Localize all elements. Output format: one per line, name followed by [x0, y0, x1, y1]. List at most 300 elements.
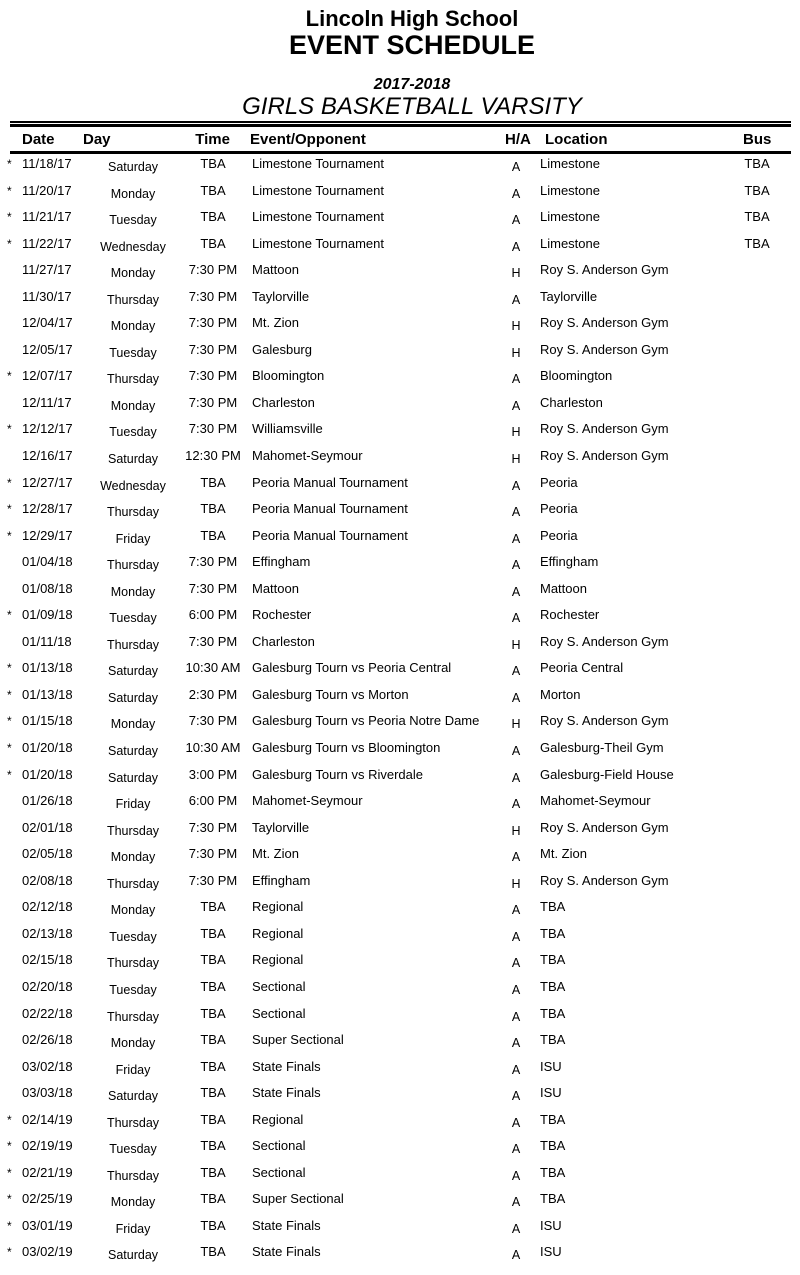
- cell-day: Thursday: [106, 637, 160, 652]
- cell-event: Regional: [252, 952, 304, 968]
- cell-date: 01/20/18: [22, 766, 73, 782]
- away-game-asterisk: [0, 1032, 22, 1057]
- column-header-location: Location: [545, 131, 608, 148]
- cell-location: TBA: [540, 1164, 566, 1180]
- cell-day: Wednesday: [100, 478, 166, 493]
- cell-event: Mahomet-Seymour: [252, 448, 363, 464]
- cell-bus: [715, 501, 799, 526]
- cell-location: Limestone: [540, 182, 600, 198]
- cell-event: Galesburg: [252, 341, 312, 357]
- cell-time: TBA: [200, 527, 226, 543]
- cell-day: Thursday: [106, 823, 160, 838]
- cell-location: ISU: [540, 1244, 562, 1260]
- cell-bus: [715, 926, 799, 951]
- cell-event: Limestone Tournament: [252, 235, 385, 251]
- cell-day: Saturday: [107, 1248, 159, 1263]
- away-game-asterisk: *: [7, 1218, 12, 1233]
- cell-date: 12/04/17: [22, 315, 73, 331]
- away-game-asterisk: *: [7, 528, 12, 543]
- cell-home-away: H: [511, 425, 521, 440]
- cell-home-away: A: [511, 1142, 521, 1157]
- column-header-event: Event/Opponent: [250, 131, 366, 148]
- cell-time: 7:30 PM: [188, 819, 238, 835]
- cell-home-away: A: [511, 478, 521, 493]
- cell-location: Limestone: [540, 209, 600, 225]
- cell-location: Roy S. Anderson Gym: [540, 872, 669, 888]
- cell-date: 02/21/19: [22, 1164, 73, 1180]
- cell-location: Roy S. Anderson Gym: [540, 819, 669, 835]
- away-game-asterisk: [0, 342, 22, 367]
- away-game-asterisk: *: [7, 1112, 12, 1127]
- cell-date: 02/13/18: [22, 925, 73, 941]
- cell-date: 12/16/17: [22, 448, 73, 464]
- table-row: [0, 154, 800, 181]
- cell-home-away: A: [511, 1089, 521, 1104]
- table-row: [0, 950, 800, 977]
- cell-day: Friday: [115, 1062, 151, 1077]
- table-row: [0, 340, 800, 367]
- cell-location: Peoria: [540, 527, 578, 543]
- cell-home-away: A: [511, 1221, 521, 1236]
- school-name: Lincoln High School: [305, 6, 519, 31]
- cell-event: Galesburg Tourn vs Peoria Notre Dame: [252, 713, 480, 729]
- cell-bus: [715, 767, 799, 792]
- cell-bus: [715, 1218, 799, 1243]
- cell-bus: [715, 1138, 799, 1163]
- table-header-row: [0, 127, 800, 151]
- cell-home-away: A: [511, 1036, 521, 1051]
- table-row: [0, 977, 800, 1004]
- cell-day: Tuesday: [109, 345, 157, 360]
- cell-day: Wednesday: [100, 239, 166, 254]
- table-row: [0, 1004, 800, 1031]
- cell-time: 7:30 PM: [188, 554, 238, 570]
- table-row: [0, 791, 800, 818]
- column-header-bus: Bus: [743, 131, 772, 148]
- cell-bus: TBA: [744, 182, 770, 198]
- away-game-asterisk: *: [7, 1165, 12, 1180]
- cell-time: TBA: [200, 1191, 226, 1207]
- cell-location: TBA: [540, 1005, 566, 1021]
- cell-home-away: H: [511, 637, 521, 652]
- cell-location: TBA: [540, 952, 566, 968]
- away-game-asterisk: [0, 581, 22, 606]
- cell-time: 6:00 PM: [188, 607, 238, 623]
- away-game-asterisk: *: [7, 183, 12, 198]
- cell-time: 7:30 PM: [188, 262, 238, 278]
- cell-day: Tuesday: [109, 611, 157, 626]
- cell-time: TBA: [200, 182, 226, 198]
- cell-location: TBA: [540, 1191, 566, 1207]
- cell-date: 01/13/18: [22, 660, 73, 676]
- table-row: [0, 844, 800, 871]
- away-game-asterisk: [0, 554, 22, 579]
- cell-time: 7:30 PM: [188, 580, 238, 596]
- cell-location: Roy S. Anderson Gym: [540, 421, 669, 437]
- cell-event: Super Sectional: [252, 1191, 344, 1207]
- cell-time: TBA: [200, 235, 226, 251]
- away-game-asterisk: [0, 315, 22, 340]
- cell-day: Thursday: [106, 372, 160, 387]
- cell-date: 02/26/18: [22, 1032, 73, 1048]
- cell-home-away: A: [511, 770, 521, 785]
- cell-date: 01/15/18: [22, 713, 73, 729]
- cell-date: 02/15/18: [22, 952, 73, 968]
- cell-time: TBA: [200, 501, 226, 517]
- cell-day: Monday: [110, 186, 156, 201]
- cell-date: 01/09/18: [22, 607, 73, 623]
- cell-time: TBA: [200, 978, 226, 994]
- cell-day: Friday: [115, 797, 151, 812]
- cell-day: Thursday: [106, 876, 160, 891]
- cell-event: Mt. Zion: [252, 315, 299, 331]
- cell-date: 12/27/17: [22, 474, 73, 490]
- cell-date: 03/02/19: [22, 1244, 73, 1260]
- cell-date: 03/03/18: [22, 1085, 73, 1101]
- table-row: [0, 1110, 800, 1137]
- cell-home-away: A: [511, 1195, 521, 1210]
- table-row: [0, 871, 800, 898]
- cell-bus: [715, 1191, 799, 1216]
- cell-home-away: A: [511, 956, 521, 971]
- cell-bus: [715, 820, 799, 845]
- cell-event: Regional: [252, 925, 304, 941]
- cell-day: Thursday: [106, 558, 160, 573]
- table-row: [0, 313, 800, 340]
- cell-bus: [715, 315, 799, 340]
- cell-home-away: A: [511, 213, 521, 228]
- cell-location: Mahomet-Seymour: [540, 793, 651, 809]
- cell-home-away: A: [511, 584, 521, 599]
- cell-day: Monday: [110, 584, 156, 599]
- cell-day: Thursday: [106, 1168, 160, 1183]
- cell-home-away: A: [511, 1168, 521, 1183]
- cell-home-away: A: [511, 239, 521, 254]
- cell-date: 02/12/18: [22, 899, 73, 915]
- cell-home-away: A: [511, 160, 521, 174]
- cell-date: 12/05/17: [22, 341, 73, 357]
- cell-bus: [715, 873, 799, 898]
- away-game-asterisk: *: [7, 687, 12, 702]
- cell-time: 7:30 PM: [188, 368, 238, 384]
- cell-time: TBA: [200, 1085, 226, 1101]
- cell-event: Galesburg Tourn vs Peoria Central: [252, 660, 452, 676]
- table-row: [0, 234, 800, 261]
- cell-day: Monday: [110, 717, 156, 732]
- cell-home-away: A: [511, 531, 521, 546]
- cell-event: State Finals: [252, 1217, 321, 1233]
- cell-time: 7:30 PM: [188, 872, 238, 888]
- cell-bus: [715, 1165, 799, 1190]
- cell-event: Rochester: [252, 607, 312, 623]
- cell-day: Thursday: [106, 956, 160, 971]
- cell-date: 11/21/17: [22, 209, 72, 225]
- cell-bus: [715, 395, 799, 420]
- cell-location: TBA: [540, 1111, 566, 1127]
- cell-bus: [715, 1006, 799, 1031]
- cell-bus: [715, 1085, 799, 1110]
- cell-location: Roy S. Anderson Gym: [540, 713, 669, 729]
- cell-event: Mahomet-Seymour: [252, 793, 363, 809]
- cell-event: Galesburg Tourn vs Morton: [252, 686, 409, 702]
- cell-time: TBA: [200, 1111, 226, 1127]
- cell-bus: [715, 1112, 799, 1137]
- cell-event: Williamsville: [252, 421, 323, 437]
- cell-event: Effingham: [252, 872, 311, 888]
- table-row: [0, 897, 800, 924]
- cell-event: Taylorville: [252, 288, 310, 304]
- cell-day: Tuesday: [109, 425, 157, 440]
- cell-bus: [715, 448, 799, 473]
- table-row: [0, 1136, 800, 1163]
- table-row: [0, 924, 800, 951]
- cell-location: TBA: [540, 978, 566, 994]
- cell-bus: [715, 1244, 799, 1269]
- cell-event: State Finals: [252, 1058, 321, 1074]
- document-title: EVENT SCHEDULE: [288, 30, 536, 60]
- cell-time: TBA: [200, 209, 226, 225]
- cell-bus: [715, 368, 799, 393]
- cell-event: Regional: [252, 1111, 304, 1127]
- cell-date: 03/02/18: [22, 1058, 73, 1074]
- cell-day: Monday: [110, 903, 156, 918]
- cell-location: ISU: [540, 1085, 562, 1101]
- cell-bus: [715, 581, 799, 606]
- cell-date: 02/01/18: [22, 819, 73, 835]
- cell-home-away: A: [511, 1062, 521, 1077]
- cell-location: Mattoon: [540, 580, 587, 596]
- cell-day: Thursday: [106, 1115, 160, 1130]
- away-game-asterisk: *: [7, 236, 12, 251]
- cell-bus: [715, 607, 799, 632]
- cell-bus: TBA: [744, 209, 770, 225]
- cell-time: 7:30 PM: [188, 394, 238, 410]
- cell-time: 6:00 PM: [188, 793, 238, 809]
- cell-location: TBA: [540, 1138, 566, 1154]
- table-row: [0, 207, 800, 234]
- schedule-table: [0, 121, 800, 1269]
- cell-location: Galesburg-Field House: [540, 766, 674, 782]
- cell-bus: [715, 793, 799, 818]
- cell-home-away: A: [511, 186, 521, 201]
- away-game-asterisk: *: [7, 741, 12, 756]
- away-game-asterisk: [0, 979, 22, 1004]
- cell-date: 02/25/19: [22, 1191, 73, 1207]
- cell-location: Roy S. Anderson Gym: [540, 341, 669, 357]
- cell-day: Tuesday: [109, 213, 157, 228]
- cell-date: 01/08/18: [22, 580, 73, 596]
- cell-event: Taylorville: [252, 819, 310, 835]
- cell-location: Mt. Zion: [540, 846, 587, 862]
- cell-time: 7:30 PM: [188, 633, 238, 649]
- cell-bus: TBA: [744, 156, 770, 171]
- away-game-asterisk: *: [7, 475, 12, 490]
- cell-time: TBA: [200, 1244, 226, 1260]
- table-row: [0, 1242, 800, 1269]
- table-row: [0, 552, 800, 579]
- cell-event: Regional: [252, 899, 304, 915]
- cell-day: Saturday: [107, 690, 159, 705]
- cell-bus: [715, 634, 799, 659]
- cell-time: TBA: [200, 1217, 226, 1233]
- away-game-asterisk: [0, 926, 22, 951]
- cell-day: Saturday: [107, 160, 159, 174]
- away-game-asterisk: [0, 952, 22, 977]
- cell-location: Taylorville: [540, 288, 598, 304]
- team-subtitle: GIRLS BASKETBALL VARSITY: [242, 93, 582, 120]
- away-game-asterisk: [0, 634, 22, 659]
- away-game-asterisk: [0, 899, 22, 924]
- cell-time: TBA: [200, 1164, 226, 1180]
- table-row: [0, 658, 800, 685]
- away-game-asterisk: *: [7, 608, 12, 623]
- cell-event: Limestone Tournament: [252, 209, 385, 225]
- table-row: [0, 711, 800, 738]
- cell-time: 10:30 AM: [185, 660, 241, 676]
- away-game-asterisk: *: [7, 422, 12, 437]
- cell-home-away: A: [511, 903, 521, 918]
- cell-time: 7:30 PM: [188, 846, 238, 862]
- cell-time: 2:30 PM: [188, 686, 238, 702]
- cell-event: Sectional: [252, 978, 306, 994]
- table-row: [0, 181, 800, 208]
- cell-date: 11/18/17: [22, 156, 72, 171]
- cell-home-away: A: [511, 372, 521, 387]
- cell-time: TBA: [200, 952, 226, 968]
- title-block: [12, 6, 800, 119]
- column-header-ha: H/A: [505, 131, 531, 148]
- cell-date: 02/20/18: [22, 978, 73, 994]
- cell-date: 02/05/18: [22, 846, 73, 862]
- cell-date: 02/08/18: [22, 872, 73, 888]
- cell-day: Monday: [110, 266, 156, 281]
- cell-bus: TBA: [744, 235, 770, 251]
- cell-location: Galesburg-Theil Gym: [540, 740, 664, 756]
- cell-home-away: H: [511, 717, 521, 732]
- cell-date: 01/13/18: [22, 686, 73, 702]
- cell-event: Peoria Manual Tournament: [252, 527, 408, 543]
- cell-event: Super Sectional: [252, 1032, 344, 1048]
- away-game-asterisk: *: [7, 369, 12, 384]
- cell-event: Mattoon: [252, 580, 299, 596]
- cell-date: 11/30/17: [22, 288, 72, 304]
- cell-bus: [715, 1059, 799, 1084]
- table-row: [0, 1083, 800, 1110]
- away-game-asterisk: *: [7, 157, 12, 171]
- away-game-asterisk: [0, 1085, 22, 1110]
- cell-date: 11/20/17: [22, 182, 72, 198]
- cell-home-away: H: [511, 876, 521, 891]
- cell-time: TBA: [200, 156, 226, 171]
- cell-day: Friday: [115, 1221, 151, 1236]
- cell-day: Saturday: [107, 1089, 159, 1104]
- cell-location: Peoria: [540, 474, 578, 490]
- away-game-asterisk: *: [7, 210, 12, 225]
- cell-event: Limestone Tournament: [252, 156, 385, 171]
- table-row: [0, 499, 800, 526]
- cell-home-away: A: [511, 982, 521, 997]
- cell-day: Monday: [110, 319, 156, 334]
- cell-day: Thursday: [106, 505, 160, 520]
- table-row: [0, 1189, 800, 1216]
- cell-day: Thursday: [106, 292, 160, 307]
- cell-location: Roy S. Anderson Gym: [540, 315, 669, 331]
- cell-date: 01/11/18: [22, 633, 72, 649]
- cell-event: Sectional: [252, 1005, 306, 1021]
- table-row: [0, 260, 800, 287]
- away-game-asterisk: *: [7, 1139, 12, 1154]
- cell-home-away: H: [511, 345, 521, 360]
- away-game-asterisk: [0, 448, 22, 473]
- cell-time: TBA: [200, 1058, 226, 1074]
- column-header-time: Time: [195, 131, 230, 148]
- cell-home-away: A: [511, 292, 521, 307]
- cell-bus: [715, 554, 799, 579]
- cell-location: Peoria: [540, 501, 578, 517]
- away-game-asterisk: *: [7, 714, 12, 729]
- table-row: [0, 1163, 800, 1190]
- cell-home-away: A: [511, 929, 521, 944]
- cell-day: Monday: [110, 850, 156, 865]
- cell-time: 7:30 PM: [188, 315, 238, 331]
- cell-bus: [715, 262, 799, 287]
- cell-bus: [715, 952, 799, 977]
- cell-date: 01/26/18: [22, 793, 73, 809]
- cell-time: TBA: [200, 1032, 226, 1048]
- cell-bus: [715, 289, 799, 314]
- cell-home-away: A: [511, 1009, 521, 1024]
- cell-time: 3:00 PM: [188, 766, 238, 782]
- cell-time: 7:30 PM: [188, 288, 238, 304]
- cell-time: 7:30 PM: [188, 713, 238, 729]
- cell-day: Friday: [115, 531, 151, 546]
- cell-day: Saturday: [107, 452, 159, 467]
- table-row: [0, 526, 800, 553]
- cell-date: 12/29/17: [22, 527, 73, 543]
- away-game-asterisk: [0, 820, 22, 845]
- cell-time: TBA: [200, 1005, 226, 1021]
- table-row: [0, 446, 800, 473]
- cell-home-away: A: [511, 850, 521, 865]
- cell-location: Bloomington: [540, 368, 613, 384]
- cell-location: ISU: [540, 1217, 562, 1233]
- cell-bus: [715, 421, 799, 446]
- table-row: [0, 818, 800, 845]
- cell-event: Charleston: [252, 394, 315, 410]
- cell-bus: [715, 713, 799, 738]
- cell-bus: [715, 740, 799, 765]
- cell-home-away: H: [511, 823, 521, 838]
- table-row: [0, 632, 800, 659]
- season-subtitle: 2017-2018: [373, 76, 451, 93]
- away-game-asterisk: *: [7, 1192, 12, 1207]
- column-header-date: Date: [22, 131, 55, 148]
- cell-time: 12:30 PM: [185, 448, 241, 464]
- table-row: [0, 366, 800, 393]
- cell-location: Limestone: [540, 156, 600, 171]
- table-row: [0, 287, 800, 314]
- away-game-asterisk: *: [7, 502, 12, 517]
- away-game-asterisk: [0, 1059, 22, 1084]
- cell-home-away: A: [511, 505, 521, 520]
- cell-time: TBA: [200, 1138, 226, 1154]
- table-row: [0, 473, 800, 500]
- cell-home-away: A: [511, 1248, 521, 1263]
- cell-location: Morton: [540, 686, 581, 702]
- cell-time: TBA: [200, 925, 226, 941]
- cell-location: Peoria Central: [540, 660, 624, 676]
- cell-date: 12/28/17: [22, 501, 73, 517]
